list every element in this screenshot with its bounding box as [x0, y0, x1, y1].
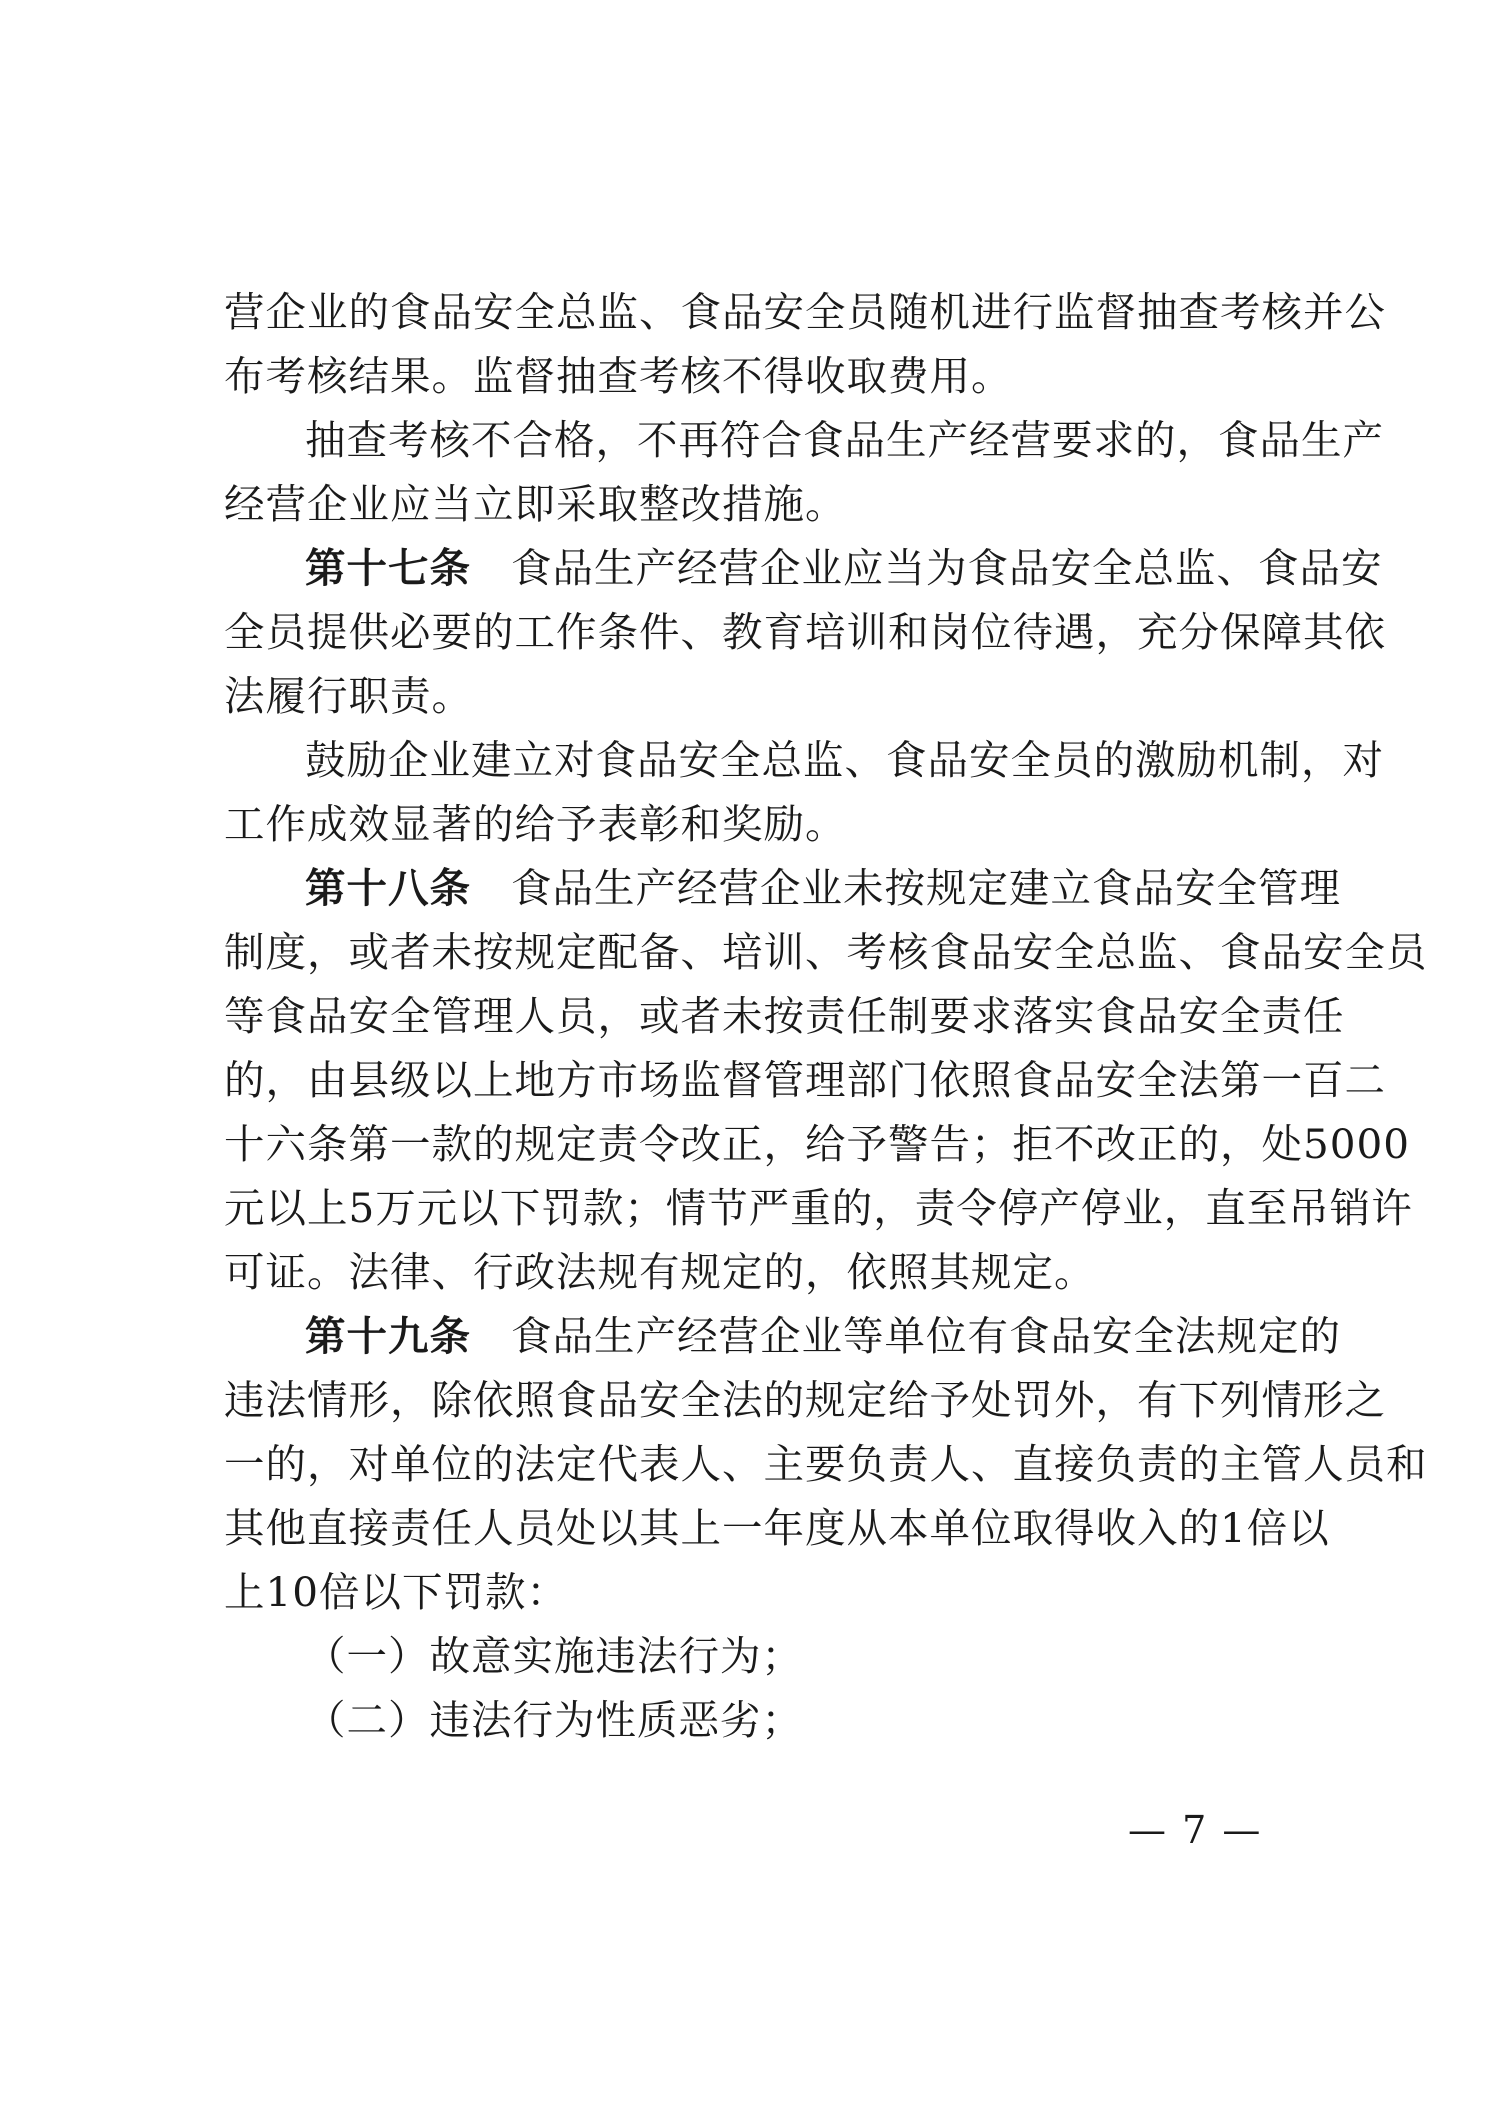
paragraph — [224, 408, 1384, 536]
text-line: 的，由县级以上地方市场监督管理部门依照食品安全法第一百二 — [224, 1056, 1386, 1104]
paragraph-continuation — [224, 280, 1386, 408]
text-run: 食品生产经营企业应当为食品安全总监、食品安 — [511, 544, 1383, 592]
text-run: 食品生产经营企业等单位有食品安全法规定的 — [511, 1312, 1341, 1360]
text-line: 违法情形，除依照食品安全法的规定给予处罚外，有下列情形之 — [224, 1376, 1386, 1424]
text-line: 其他直接责任人员处以其上一年度从本单位取得收入的1倍以 — [224, 1504, 1330, 1552]
document-body — [224, 280, 1428, 1752]
text-line: 可证。法律、行政法规有规定的，依照其规定。 — [224, 1248, 1096, 1296]
text-run: 食品生产经营企业未按规定建立食品安全管理 — [511, 864, 1341, 912]
text-line: （一）故意实施违法行为； — [305, 1632, 803, 1680]
text-line: 营企业的食品安全总监、食品安全员随机进行监督抽查考核并公 — [224, 288, 1386, 336]
article-heading: 第十七条 — [305, 544, 471, 592]
text-line: 上10倍以下罚款： — [224, 1568, 569, 1616]
list-item — [224, 1624, 1264, 1688]
text-line — [224, 856, 1341, 920]
text-line: 鼓励企业建立对食品安全总监、食品安全员的激励机制，对 — [305, 736, 1384, 784]
text-line — [224, 536, 1383, 600]
text-line: 一的，对单位的法定代表人、主要负责人、直接负责的主管人员和 — [224, 1440, 1428, 1488]
text-line — [224, 1304, 1341, 1368]
article-heading: 第十九条 — [305, 1312, 471, 1360]
text-line: 法履行职责。 — [224, 672, 473, 720]
text-line: 抽查考核不合格，不再符合食品生产经营要求的，食品生产 — [305, 416, 1384, 464]
text-line: 经营企业应当立即采取整改措施。 — [224, 480, 847, 528]
list-item — [224, 1688, 1264, 1752]
text-line: 等食品安全管理人员，或者未按责任制要求落实食品安全责任 — [224, 992, 1345, 1040]
article-heading: 第十八条 — [305, 864, 471, 912]
article-17 — [224, 536, 1386, 728]
text-line: 全员提供必要的工作条件、教育培训和岗位待遇，充分保障其依 — [224, 608, 1386, 656]
text-line: 制度，或者未按规定配备、培训、考核食品安全总监、食品安全员 — [224, 928, 1428, 976]
text-line: （二）违法行为性质恶劣； — [305, 1696, 803, 1744]
text-line: 工作成效显著的给予表彰和奖励。 — [224, 800, 847, 848]
text-line: 十六条第一款的规定责令改正，给予警告；拒不改正的，处5000 — [224, 1120, 1411, 1168]
text-line: 元以上5万元以下罚款；情节严重的，责令停产停业，直至吊销许 — [224, 1184, 1413, 1232]
article-19 — [224, 1304, 1428, 1624]
page-number: — 7 — — [1128, 1808, 1263, 1852]
text-line: 布考核结果。监督抽查考核不得收取费用。 — [224, 352, 1013, 400]
article-18 — [224, 856, 1428, 1304]
paragraph — [224, 728, 1384, 856]
